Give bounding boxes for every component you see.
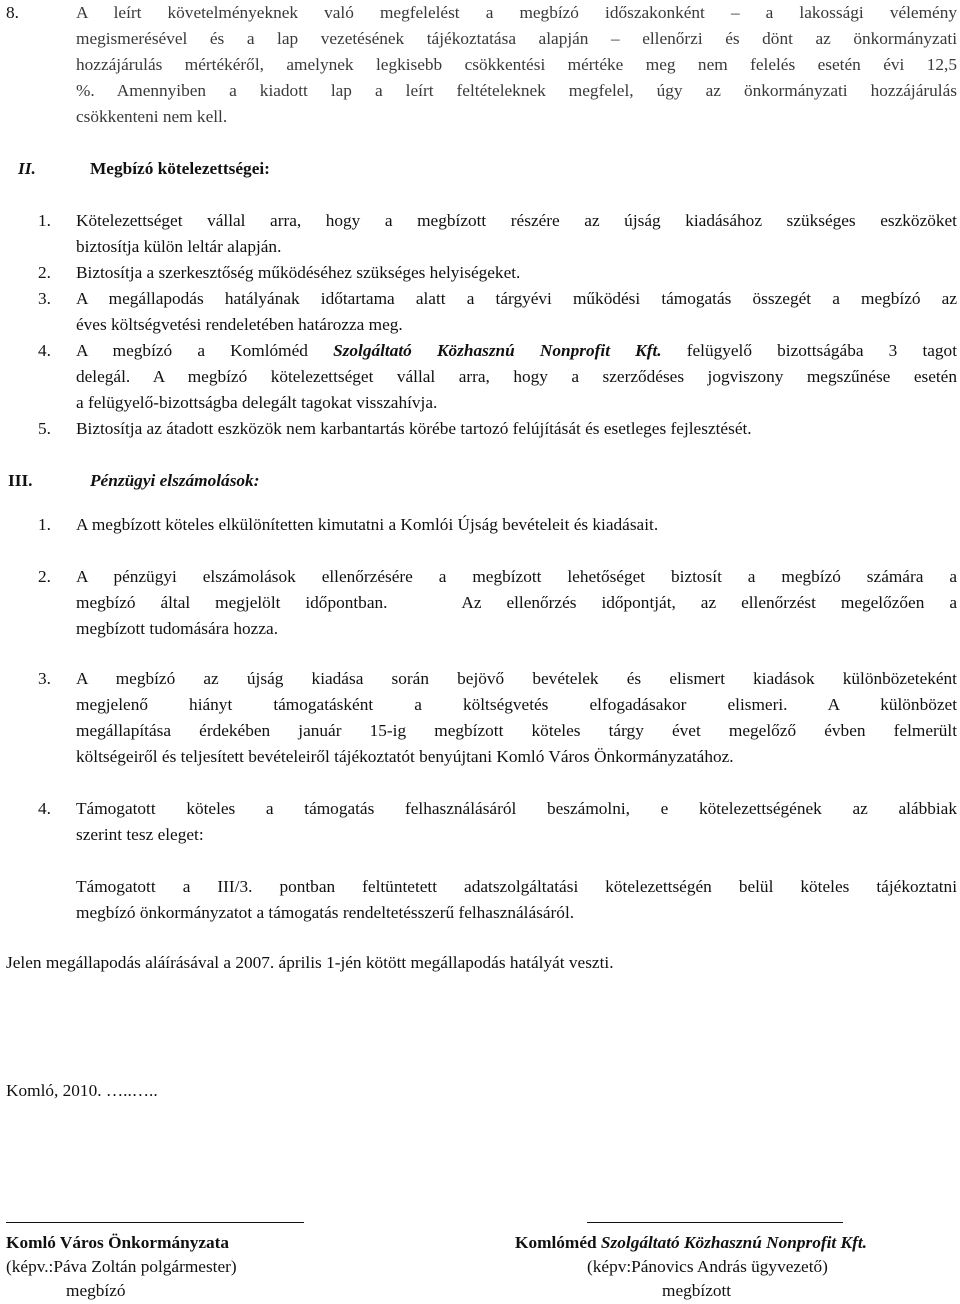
signatory-right-org-bold: Komlóméd — [515, 1233, 601, 1252]
s2-item-4-post: felügyelő bizottságába 3 tagot — [661, 341, 957, 360]
signature-line-right — [587, 1222, 843, 1223]
s2-item-5-line-1: Biztosítja az átadott eszközök nem karbantartás körébe tartozó felújítását és esetleges fejlesztését. — [76, 419, 752, 438]
s3-item-3-line-2: megjelenő hiányt támogatásként a költségvetés elfogadásakor elismeri. A különbözet — [76, 695, 957, 714]
section-3-numeral: III. — [8, 471, 33, 490]
signatory-right-rep: (képv:Pánovics András ügyvezető) — [587, 1257, 828, 1276]
section-2-numeral: II. — [18, 159, 36, 178]
s2-item-4-line-1 — [76, 338, 957, 364]
s3-item-3-line-1: A megbízó az újság kiadása során bejövő bevételek és elismert kiadások különbözeteként — [76, 669, 957, 688]
s3-item-3-number: 3. — [38, 669, 51, 688]
s3-item-2-line-2: megbízó által megjelölt időpontban. Az ellenőrzés időpontját, az ellenőrzést megelőzően a — [76, 593, 957, 612]
s2-item-1-line-2: biztosítja külön leltár alapján. — [76, 237, 282, 256]
signatory-left-role: megbízó — [66, 1281, 126, 1300]
signatory-left-rep: (képv.:Páva Zoltán polgármester) — [6, 1257, 237, 1276]
signatory-right-org-italic: Szolgáltató Közhasznú Nonprofit Kft. — [600, 1233, 867, 1252]
s2-item-4-pre: A megbízó a Komlóméd — [76, 341, 334, 360]
item-8-line-3: hozzájárulás mértékéről, amelynek legkisebb csökkentési mértéke meg nem felelés esetén évi 12,5 — [76, 55, 957, 74]
signature-line-left — [6, 1222, 304, 1223]
item-8-line-2: megismerésével és a lap vezetésének tájékoztatása alapján – ellenőrzi és dönt az önkormányzati — [76, 29, 957, 48]
signatory-right-role: megbízott — [662, 1281, 732, 1300]
signatory-right-org — [515, 1230, 867, 1256]
closing-statement: Jelen megállapodás aláírásával a 2007. április 1-jén kötött megállapodás hatályát veszti. — [6, 953, 614, 972]
item-8-line-5: csökkenteni nem kell. — [76, 107, 228, 126]
s3-item-2-line-3: megbízott tudomására hozza. — [76, 619, 279, 638]
s2-item-3-line-1: A megállapodás hatályának időtartama alatt a tárgyévi működési támogatás összegét a megbízó az — [76, 289, 957, 308]
item-8-line-1: A leírt követelményeknek való megfelelést a megbízó időszakonként – a lakossági vélemény — [76, 3, 957, 22]
s3-item-1-line-1: A megbízott köteles elkülönítetten kimutatni a Komlói Újság bevételeit és kiadásait. — [76, 515, 659, 534]
s3-item-4-line-2: szerint tesz eleget: — [76, 825, 204, 844]
s3-item-3-line-4: költségeiről és teljesített bevételeiről tájékoztatót benyújtani Komló Város Önkormányzatához. — [76, 747, 734, 766]
s3-item-4-number: 4. — [38, 799, 51, 818]
place-date: Komló, 2010. …..….. — [6, 1081, 158, 1100]
komlomed-company-name: Szolgáltató Közhasznú Nonprofit Kft. — [333, 341, 662, 360]
s2-item-1-line-1: Kötelezettséget vállal arra, hogy a megbízott részére az újság kiadásához szükséges eszközöket — [76, 211, 957, 230]
s2-item-4-number: 4. — [38, 341, 51, 360]
s2-item-4-line-3: a felügyelő-bizottságba delegált tagokat visszahívja. — [76, 393, 438, 412]
item-8-number: 8. — [6, 3, 19, 22]
s2-item-2-line-1: Biztosítja a szerkesztőség működéséhez szükséges helyiségeket. — [76, 263, 521, 282]
item-8-line-4: %. Amennyiben a kiadott lap a leírt feltételeknek megfelel, úgy az önkormányzati hozzájárulás — [76, 81, 957, 100]
signatory-left-org: Komló Város Önkormányzata — [6, 1233, 230, 1252]
s2-item-1-number: 1. — [38, 211, 51, 230]
s3-item-2-number: 2. — [38, 567, 51, 586]
s3-subparagraph-line-2: megbízó önkormányzatot a támogatás rendeltetésszerű felhasználásáról. — [76, 903, 575, 922]
s2-item-3-line-2: éves költségvetési rendeletében határozza meg. — [76, 315, 403, 334]
s3-item-4-line-1: Támogatott köteles a támogatás felhasználásáról beszámolni, e kötelezettségének az alábbiak — [76, 799, 957, 818]
s2-item-5-number: 5. — [38, 419, 51, 438]
s2-item-4-line-2: delegál. A megbízó kötelezettséget vállal arra, hogy a szerződéses jogviszony megszűnése esetén — [76, 367, 957, 386]
section-2-title: Megbízó kötelezettségei: — [90, 159, 270, 178]
s2-item-3-number: 3. — [38, 289, 51, 308]
s2-item-2-number: 2. — [38, 263, 51, 282]
s3-item-1-number: 1. — [38, 515, 51, 534]
s3-item-3-line-3: megállapítása érdekében január 15-ig megbízott köteles tárgy évet megelőző évben felmerült — [76, 721, 957, 740]
s3-subparagraph-line-1: Támogatott a III/3. pontban feltüntetett adatszolgáltatási kötelezettségén belül köteles tájékoztatni — [76, 877, 957, 896]
section-3-title: Pénzügyi elszámolások: — [90, 471, 260, 490]
s3-item-2-line-1: A pénzügyi elszámolások ellenőrzésére a megbízott lehetőséget biztosít a megbízó számára a — [76, 567, 957, 586]
